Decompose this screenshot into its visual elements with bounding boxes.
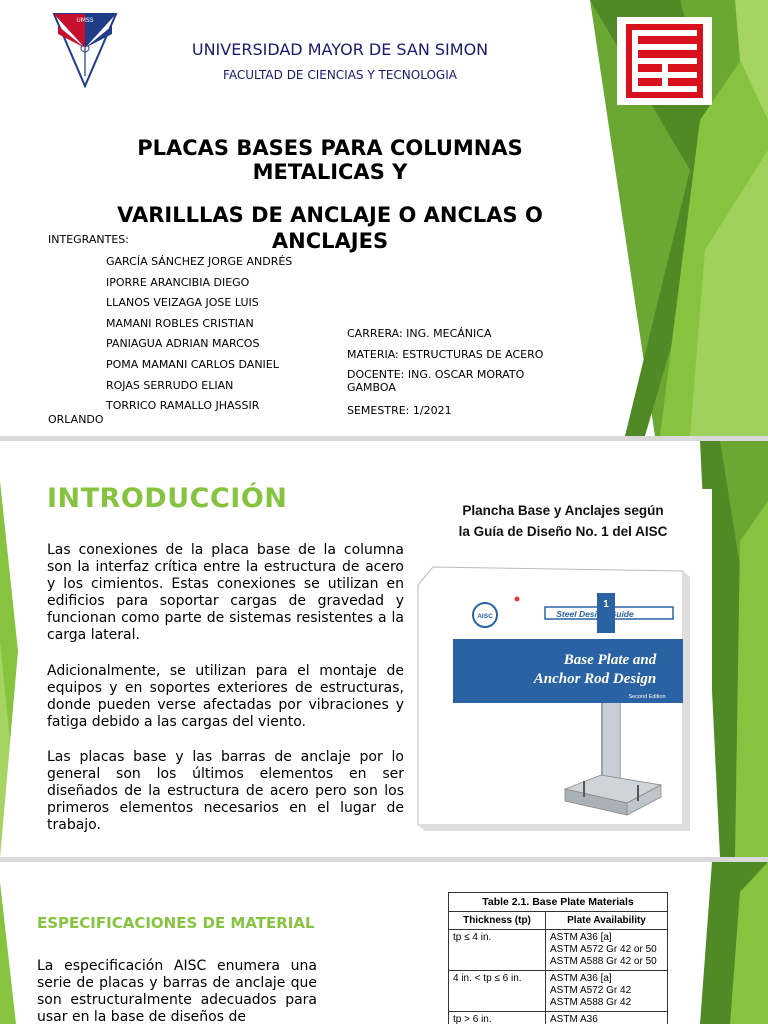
availability-cell [546, 1012, 668, 1024]
availability-item: ASTM A572 Gr 42 [550, 985, 632, 996]
docente-text: DOCENTE: ING. OSCAR MORATO GAMBOA [347, 368, 525, 394]
table-row [449, 1012, 667, 1024]
base-plate-materials-table [448, 892, 668, 1024]
materia-text: MATERIA: ESTRUCTURAS DE ACERO [347, 348, 544, 361]
availability-item: ASTM A36 [550, 1014, 598, 1024]
slide-introduccion [0, 441, 768, 857]
table-row [449, 930, 667, 971]
intro-paragraph: Las conexiones de la placa base de la columna son la interfaz crítica entre la estructura de acero y los cimientos. Estas conexiones se utilizan en edificios para soportar cargas de gravedad y funcionan como parte de sistemas resistentes a la carga lateral. [47, 542, 404, 643]
umss-logo-text: UMSS [76, 17, 94, 24]
intro-paragraph: Adicionalmente, se utilizan para el montaje de equipos y en soportes exteriores de estructuras, donde pueden verse afectadas por vibraciones y fatiga debido a las cargas del viento. [47, 663, 404, 730]
guide-number: 1 [603, 599, 609, 610]
availability-item: ASTM A572 Gr 42 or 50 [550, 944, 657, 955]
slide-especificaciones [0, 862, 768, 1024]
availability-item: ASTM A588 Gr 42 or 50 [550, 956, 657, 967]
aisc-guide-illustration [415, 489, 712, 837]
member-item: POMA MAMANI CARLOS DANIEL [106, 357, 279, 371]
title-line-2: VARILLLAS DE ANCLAJE O ANCLAS O ANCLAJES [117, 203, 543, 253]
title-line-1: PLACAS BASES PARA COLUMNAS METALICAS Y [137, 136, 523, 184]
member-item-continuation: ORLANDO [48, 413, 104, 426]
column-header: Thickness (tp) [449, 912, 546, 930]
faculty-name: FACULTAD DE CIENCIAS Y TECNOLOGIA [223, 68, 457, 82]
slide-cover [0, 0, 768, 436]
book-title-line-1: Base Plate and [563, 652, 657, 668]
members-label: INTEGRANTES: [48, 233, 129, 246]
thickness-cell: tp ≤ 4 in. [449, 930, 546, 971]
thickness-cell: tp > 6 in. [449, 1012, 546, 1024]
column-header: Plate Availability [546, 912, 668, 930]
member-item: IPORRE ARANCIBIA DIEGO [106, 275, 250, 289]
guide-label: Steel Design Guide [556, 609, 634, 619]
availability-cell [546, 971, 668, 1012]
table-header-row [449, 912, 667, 930]
umss-shield-logo [52, 12, 118, 88]
table-row [449, 971, 667, 1012]
section-title: INTRODUCCIÓN [47, 483, 288, 514]
aisc-guide-figure [415, 489, 712, 837]
aisc-logo-text: AISC [477, 613, 493, 620]
member-item: GARCÍA SÁNCHEZ JORGE ANDRÉS [106, 255, 293, 268]
thickness-cell: 4 in. < tp ≤ 6 in. [449, 971, 546, 1012]
book-edition: Second Edition [628, 694, 666, 700]
member-item: MAMANI ROBLES CRISTIAN [106, 316, 254, 330]
availability-cell [546, 930, 668, 971]
table-caption: Table 2.1. Base Plate Materials [449, 893, 667, 912]
availability-item: ASTM A36 [a] [550, 973, 612, 984]
book-title-line-2: Anchor Rod Design [533, 671, 657, 687]
university-name: UNIVERSIDAD MAYOR DE SAN SIMON [191, 40, 489, 59]
intro-paragraph: Las placas base y las barras de anclaje por lo general son los últimos elementos en ser diseñados de la estructura de acero pero son los primeros elementos necesarios en el lugar de trabajo. [47, 749, 404, 833]
section-title: ESPECIFICACIONES DE MATERIAL [37, 914, 315, 932]
member-item: ROJAS SERRUDO ELIAN [106, 378, 234, 392]
fct-logo [617, 17, 712, 105]
member-item: PANIAGUA ADRIAN MARCOS [106, 337, 260, 351]
availability-item: ASTM A588 Gr 42 [550, 997, 632, 1008]
figure-caption-line-1: Plancha Base y Anclajes según [462, 503, 664, 518]
figure-caption-line-2: la Guía de Diseño No. 1 del AISC [458, 524, 668, 539]
availability-item: ASTM A36 [a] [550, 932, 612, 943]
carrera-text: CARRERA: ING. MECÁNICA [347, 327, 492, 340]
spec-paragraph: La especificación AISC enumera una serie de placas y barras de anclaje que son estructuralmente adecuados para usar en la base de diseños de [37, 958, 317, 1024]
members-list [106, 252, 292, 417]
member-item: LLANOS VEIZAGA JOSE LUIS [106, 296, 259, 310]
member-item: TORRICO RAMALLO JHASSIR [106, 399, 260, 413]
semestre-text: SEMESTRE: 1/2021 [347, 404, 452, 417]
